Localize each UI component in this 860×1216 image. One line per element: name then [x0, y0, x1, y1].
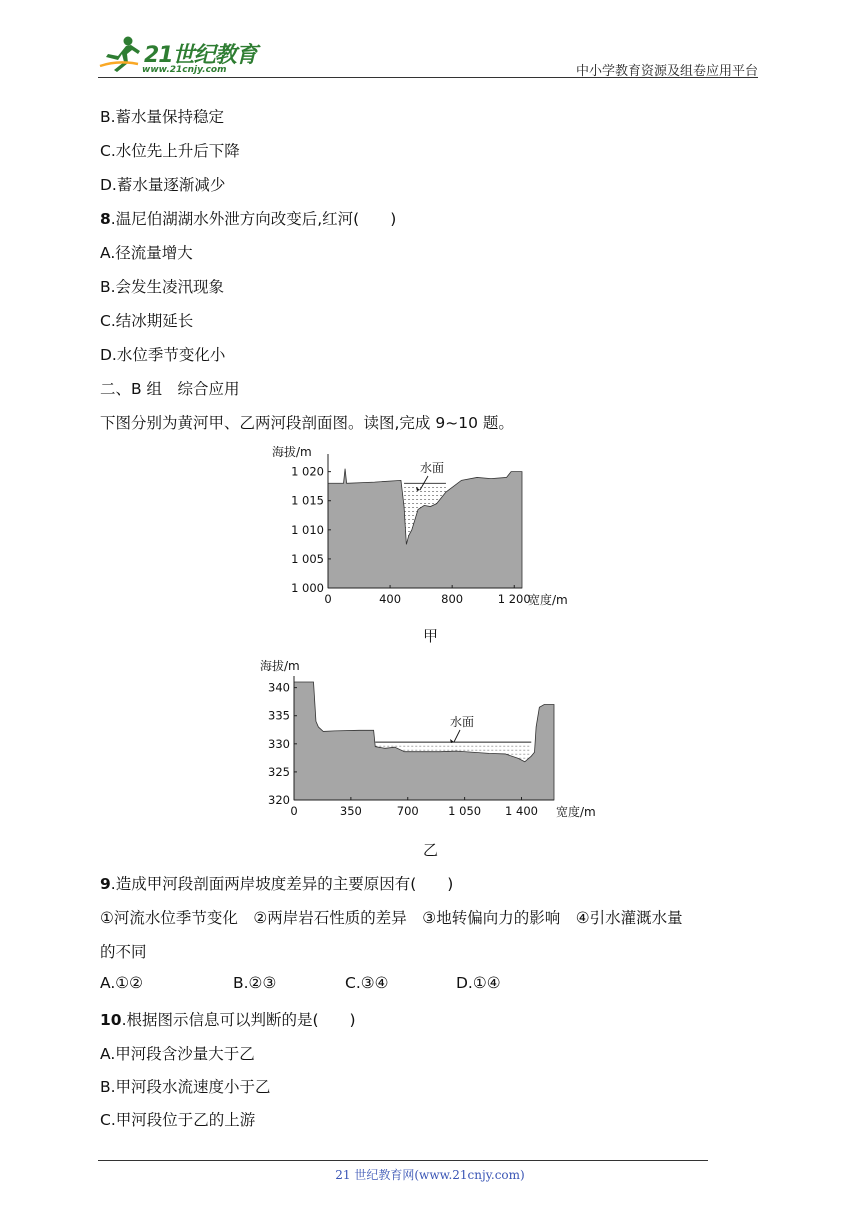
header-divider — [98, 77, 758, 78]
jia-xlabel: 宽度/m — [528, 593, 568, 607]
q7-option-b[interactable]: B.蓄水量保持稳定 — [100, 108, 225, 126]
q7-option-d[interactable]: D.蓄水量逐渐减少 — [100, 176, 226, 194]
yi-x-tick-label: 700 — [396, 804, 419, 818]
q8-stem-text: .温尼伯湖湖水外泄方向改变后,红河( ) — [110, 210, 397, 228]
yi-water-annotation: 水面 — [450, 715, 475, 729]
q9-stem-text: .造成甲河段剖面两岸坡度差异的主要原因有( ) — [110, 875, 454, 893]
page-header — [98, 30, 758, 82]
q7-option-c[interactable]: C.水位先上升后下降 — [100, 142, 240, 160]
jia-x-tick-label: 1 200 — [497, 592, 531, 606]
section-b-heading: 二、B 组 综合应用 — [100, 380, 240, 398]
jia-ylabel: 海拔/m — [272, 445, 312, 459]
q9-items-line2: 的不同 — [100, 943, 147, 961]
jia-x-tick-label: 800 — [441, 592, 464, 606]
figure-yi-chart — [258, 654, 608, 824]
q8-option-d[interactable]: D.水位季节变化小 — [100, 346, 226, 364]
site-logo[interactable] — [98, 34, 268, 74]
header-platform-name: 中小学教育资源及组卷应用平台 — [575, 64, 758, 79]
q10-option-a[interactable]: A.甲河段含沙量大于乙 — [100, 1045, 255, 1063]
footer-text[interactable]: 21 世纪教育网(www.21cnjy.com) — [335, 1168, 525, 1182]
q8-option-c[interactable]: C.结冰期延长 — [100, 312, 194, 330]
yi-y-tick-label: 335 — [268, 708, 290, 723]
q10-option-b[interactable]: B.甲河段水流速度小于乙 — [100, 1078, 271, 1096]
q10-option-c[interactable]: C.甲河段位于乙的上游 — [100, 1111, 256, 1129]
q9-items-line1: ①河流水位季节变化 ②两岸岩石性质的差异 ③地转偏向力的影响 ④引水灌溉水量 — [100, 909, 683, 927]
jia-y-tick-label: 1 000 — [291, 581, 324, 595]
yi-y-tick-label: 330 — [268, 736, 290, 751]
yi-y-tick-label: 325 — [268, 764, 290, 779]
q9-option-d[interactable]: D.①④ — [456, 974, 501, 992]
jia-y-tick-label: 1 020 — [291, 464, 324, 479]
yi-xlabel: 宽度/m — [556, 805, 596, 819]
q10-stem-text: .根据图示信息可以判断的是( ) — [121, 1011, 356, 1029]
yi-terrain-profile — [294, 682, 554, 800]
figure-jia-caption: 甲 — [423, 627, 439, 645]
yi-x-tick-label: 1 050 — [448, 804, 482, 818]
footer-divider — [98, 1160, 708, 1161]
q9-option-b[interactable]: B.②③ — [233, 974, 277, 992]
yi-ylabel: 海拔/m — [260, 659, 300, 673]
yi-x-tick-label: 0 — [290, 804, 298, 818]
jia-y-tick-label: 1 010 — [291, 522, 324, 537]
jia-y-tick-label: 1 015 — [291, 493, 324, 508]
jia-x-tick-label: 0 — [324, 592, 332, 606]
q10-stem — [100, 1008, 356, 1030]
q8-number: 8 — [100, 210, 111, 228]
q9-option-c[interactable]: C.③④ — [345, 974, 389, 992]
yi-y-tick-label: 320 — [268, 793, 290, 807]
logo-url: www.21cnjy.com — [142, 65, 227, 75]
yi-x-tick-label: 350 — [339, 804, 362, 818]
q9-number: 9 — [100, 875, 111, 893]
runner-icon — [98, 34, 142, 74]
q10-number: 10 — [100, 1011, 122, 1029]
yi-x-tick-label: 1 400 — [505, 804, 538, 818]
figure-intro: 下图分别为黄河甲、乙两河段剖面图。读图,完成 9~10 题。 — [100, 414, 514, 432]
q8-stem — [100, 207, 396, 229]
q9-option-a[interactable]: A.①② — [100, 974, 144, 992]
q8-option-a[interactable]: A.径流量增大 — [100, 244, 193, 262]
figure-yi-caption: 乙 — [423, 841, 439, 859]
figure-jia-chart — [270, 436, 600, 612]
jia-x-tick-label: 400 — [379, 592, 402, 606]
jia-y-tick-label: 1 005 — [291, 551, 324, 566]
q9-stem — [100, 872, 453, 894]
logo-text: 21世纪教育 — [144, 43, 257, 68]
yi-y-tick-label: 340 — [268, 680, 290, 695]
q8-option-b[interactable]: B.会发生凌汛现象 — [100, 278, 225, 296]
jia-water-annotation: 水面 — [420, 461, 445, 475]
yi-annotation-arrow — [454, 730, 460, 742]
